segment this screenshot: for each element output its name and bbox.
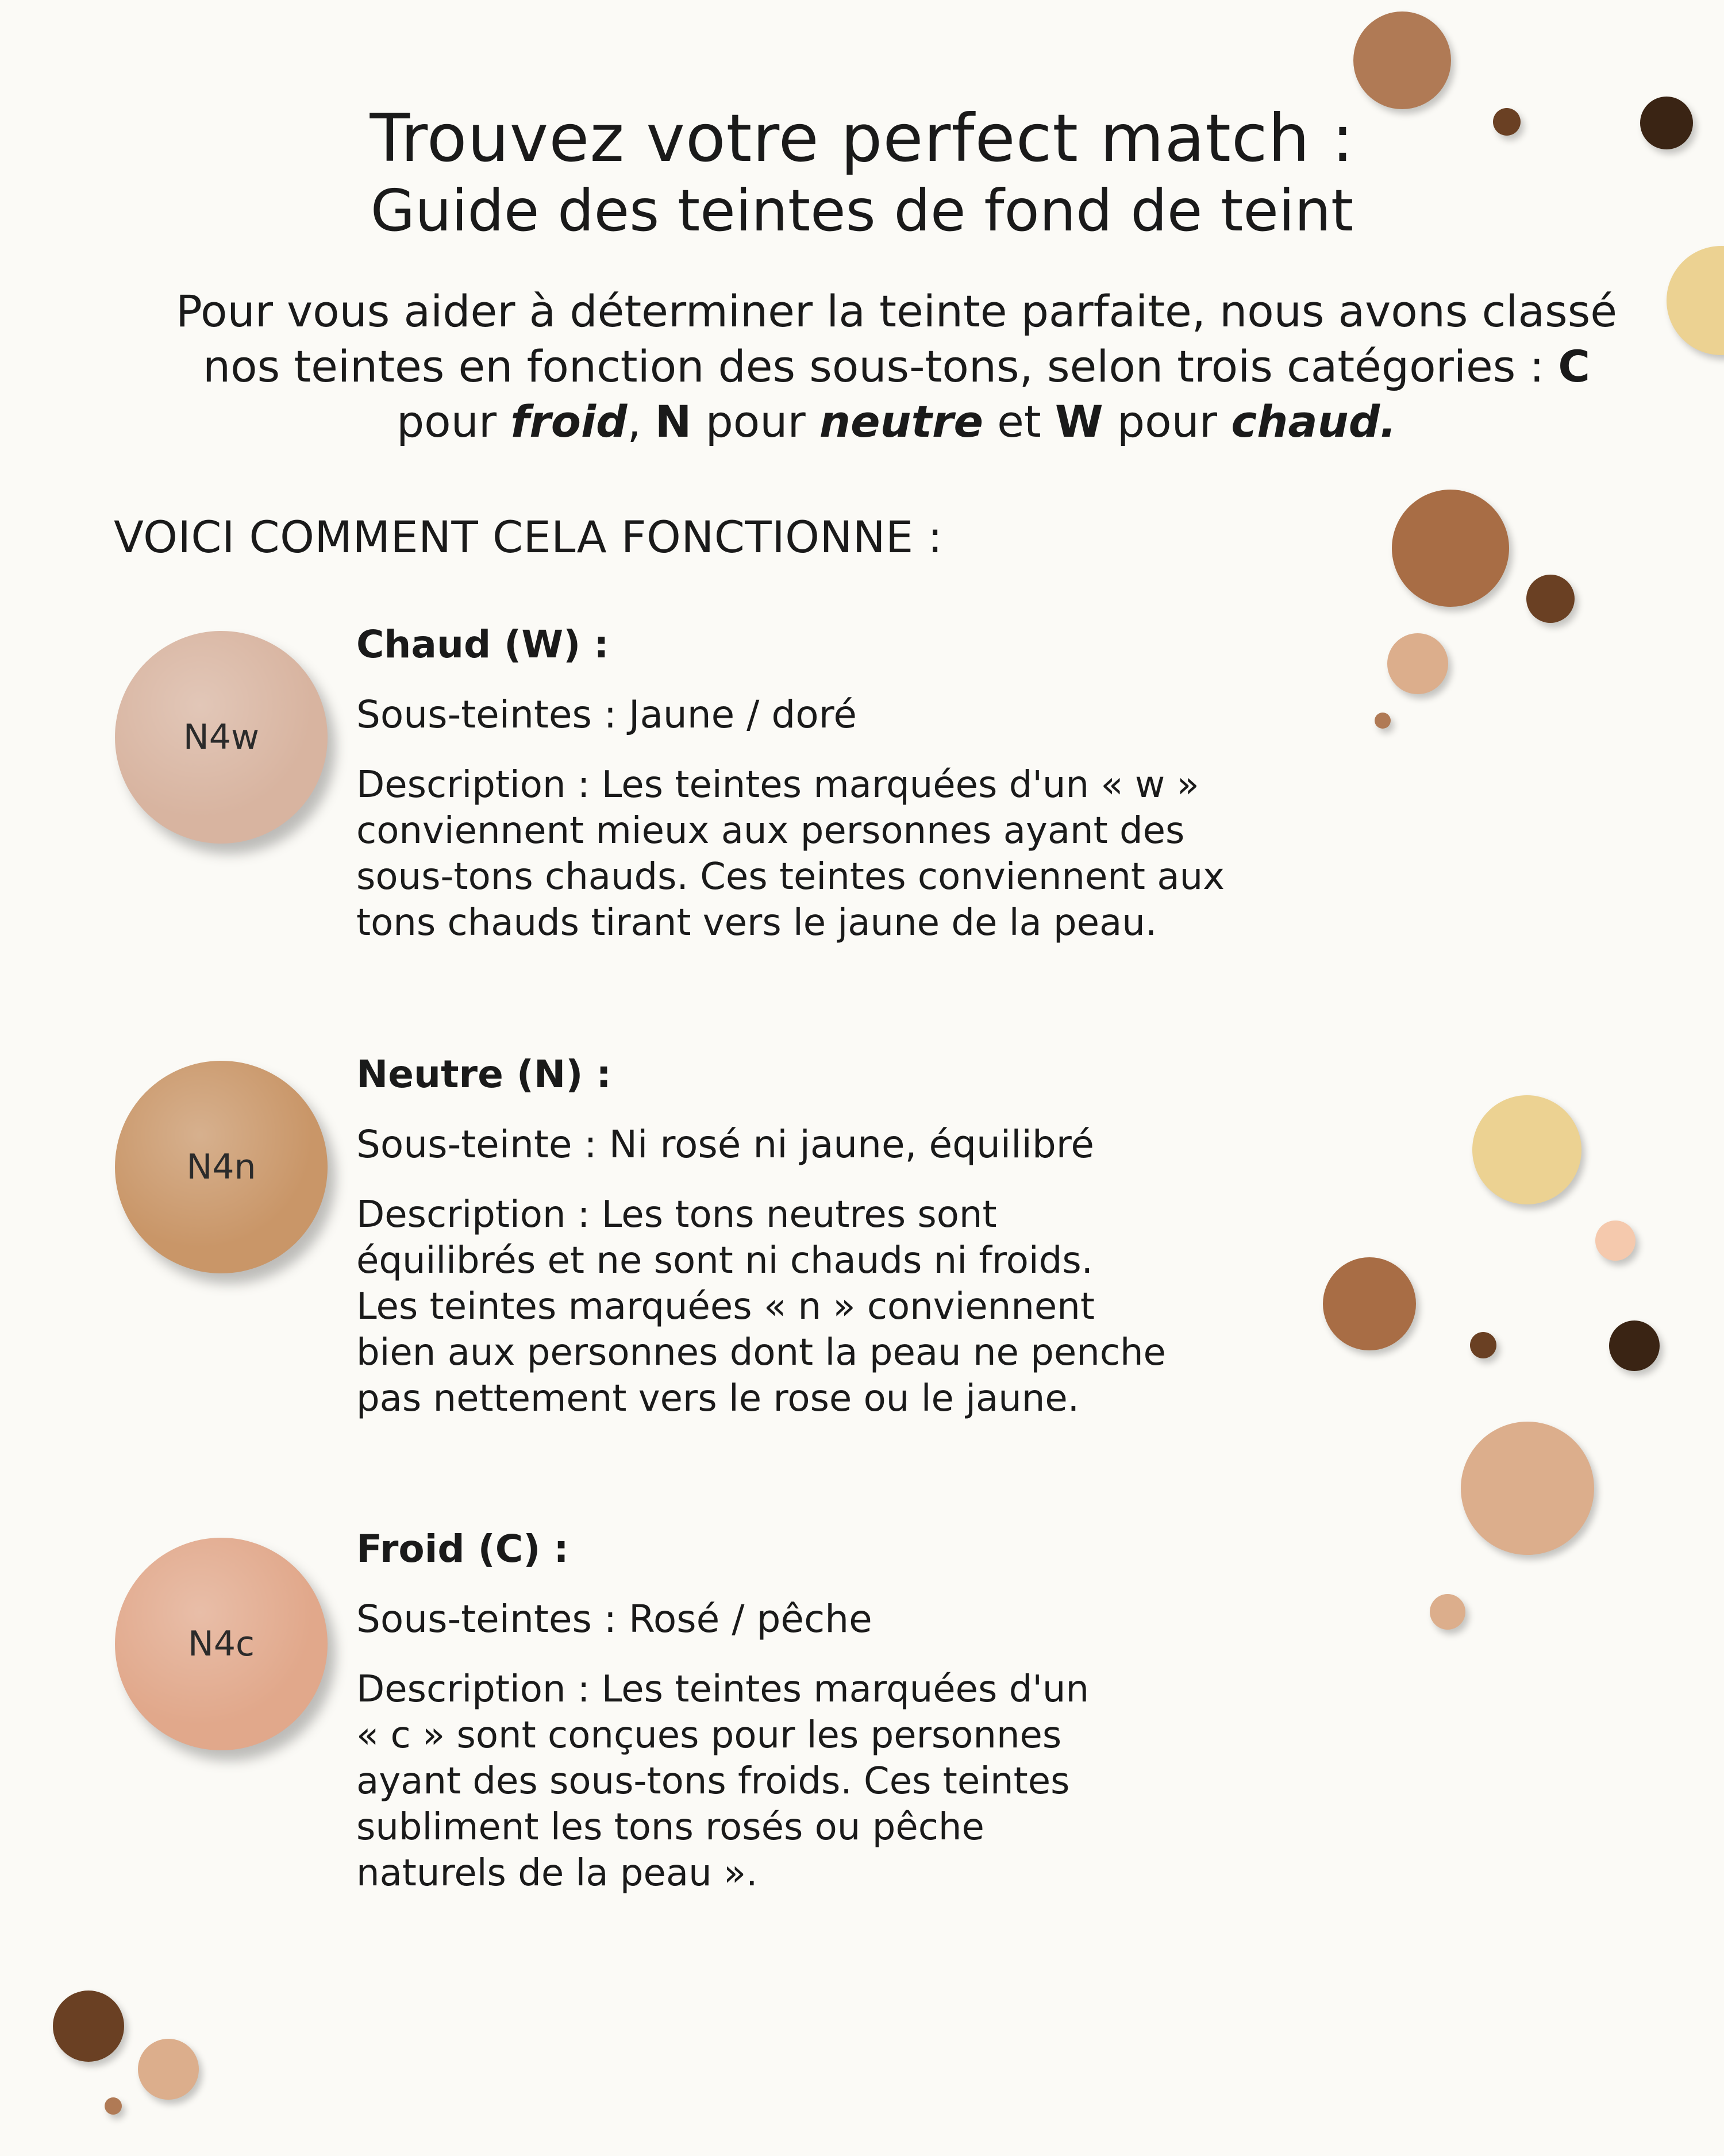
section-froid [356,1526,1333,1896]
drop-decoration [1595,1221,1636,1261]
page-title: Trouvez votre perfect match : [370,100,1354,176]
intro-c-word: froid [510,396,628,447]
intro-connector: pour [1103,396,1232,447]
swatch-n4w [115,631,328,844]
drop-decoration [1493,108,1521,136]
description-line: subliment les tons rosés ou pêche [356,1806,984,1849]
drop-decoration [1353,11,1451,109]
intro-w-letter: W [1055,396,1103,447]
drop-decoration [1640,97,1693,149]
drop-decoration [1387,633,1448,694]
description-line: ayant des sous-tons froids. Ces teintes [356,1760,1070,1803]
drop-decoration [105,2097,122,2115]
drop-decoration [1323,1257,1416,1350]
drop-decoration [53,1991,124,2062]
swatch-n4n [115,1061,328,1273]
description-line: Description : Les teintes marquées d'un « w » [356,764,1199,806]
description-line: bien aux personnes dont la peau ne penche [356,1331,1166,1374]
intro-connector: pour [396,396,511,447]
description-line: Les teintes marquées « n » conviennent [356,1285,1095,1328]
description-line: « c » sont conçues pour les personnes [356,1714,1062,1757]
section-description [356,762,1333,946]
section-subtone: Sous-teintes : Jaune / doré [356,692,857,737]
intro-separator: , [627,396,655,447]
intro-separator: et [983,396,1055,447]
description-line: équilibrés et ne sont ni chauds ni froids. [356,1239,1093,1282]
section-description [356,1666,1333,1896]
intro-w-word: chaud. [1231,396,1397,447]
section-title: Chaud (W) : [356,622,609,667]
section-description [356,1192,1333,1422]
description-line: tons chauds tirant vers le jaune de la peau. [356,902,1157,944]
drop-decoration [1375,713,1391,729]
swatch-label: N4n [186,1147,256,1187]
drop-decoration [1392,490,1509,607]
intro-connector: pour [691,396,819,447]
intro-c-letter: C [1558,341,1591,392]
swatch-label: N4w [183,717,260,757]
drop-decoration [1430,1594,1465,1630]
description-line: sous-tons chauds. Ces teintes conviennent aux [356,856,1225,898]
description-line: naturels de la peau ». [356,1852,758,1895]
swatch-label: N4c [187,1624,255,1664]
section-subtone: Sous-teintes : Rosé / pêche [356,1597,872,1641]
page-subtitle: Guide des teintes de fond de teint [370,177,1354,244]
description-line: Description : Les tons neutres sont [356,1194,997,1236]
intro-n-word: neutre [819,396,984,447]
drop-decoration [1461,1422,1594,1555]
drop-decoration [1526,575,1575,623]
section-title: Froid (C) : [356,1527,569,1571]
intro-text: Pour vous aider à déterminer la teinte parfaite, nous avons classé nos teintes en fonction des sous-tons, selon trois catégories : [175,286,1618,392]
description-line: conviennent mieux aux personnes ayant des [356,810,1185,852]
drop-decoration [1472,1095,1581,1204]
how-it-works-heading: VOICI COMMENT CELA FONCTIONNE : [114,511,943,563]
swatch-n4c [115,1538,328,1750]
intro-n-letter: N [655,396,692,447]
drop-decoration [1609,1320,1660,1371]
drop-decoration [138,2039,199,2100]
section-chaud [356,622,1333,946]
section-subtone: Sous-teinte : Ni rosé ni jaune, équilibré [356,1122,1095,1166]
drop-decoration [1667,246,1724,355]
section-title: Neutre (N) : [356,1052,611,1096]
description-line: pas nettement vers le rose ou le jaune. [356,1377,1080,1420]
description-line: Description : Les teintes marquées d'un [356,1668,1090,1711]
intro-paragraph [161,284,1632,449]
section-neutre [356,1052,1333,1422]
drop-decoration [1470,1332,1496,1358]
